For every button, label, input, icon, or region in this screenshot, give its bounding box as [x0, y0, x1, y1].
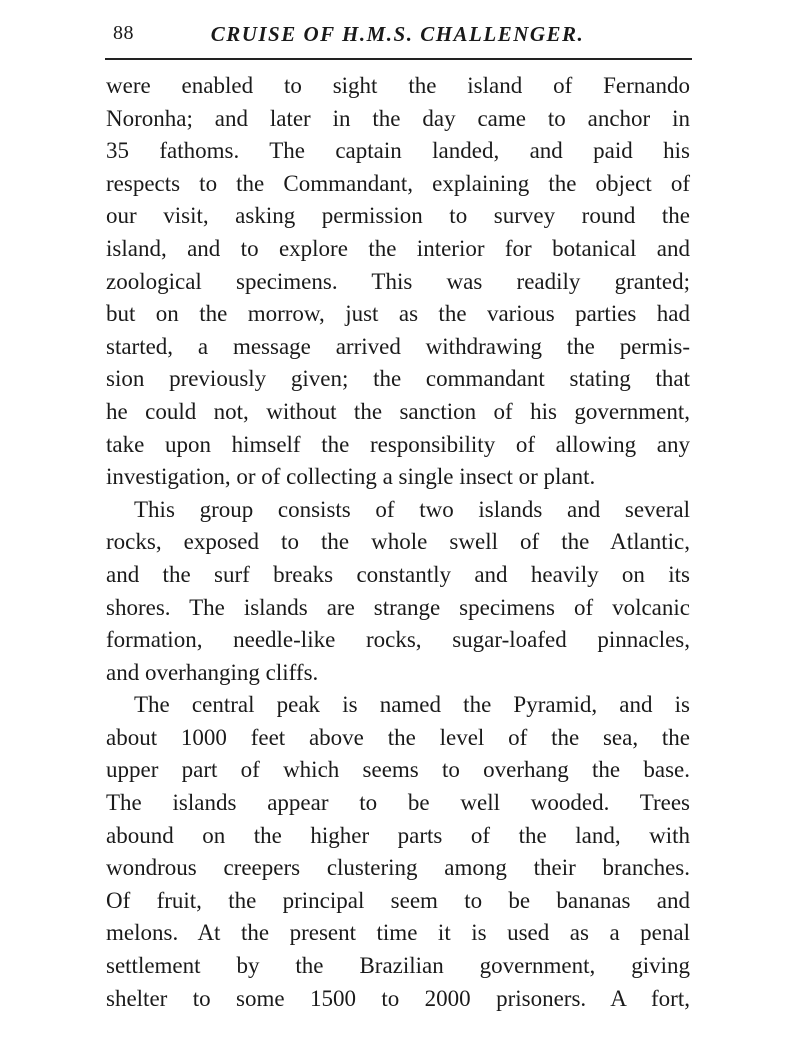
- paragraph-1: [106, 70, 690, 494]
- text-line: abound on the higher parts of the land, with: [106, 822, 690, 848]
- text-line: shelter to some 1500 to 2000 prisoners. A fort,: [106, 985, 690, 1011]
- text-line: were enabled to sight the island of Fernando: [106, 73, 690, 98]
- text-line: The central peak is named the Pyramid, and is: [134, 692, 690, 718]
- text-line: he could not, without the sanction of his government,: [106, 398, 690, 424]
- text-line: rocks, exposed to the whole swell of the Atlantic,: [106, 529, 690, 555]
- running-title: CRUISE OF H.M.S. CHALLENGER.: [210, 22, 585, 46]
- text-line: Noronha; and later in the day came to anchor in: [106, 105, 690, 131]
- text-line: and the surf breaks constantly and heavily on its: [106, 561, 690, 587]
- text-line: take upon himself the responsibility of allowing any: [106, 431, 690, 457]
- text-line: sion previously given; the commandant stating that: [106, 366, 690, 392]
- header-rule: [105, 58, 692, 60]
- paragraph-3: [106, 689, 690, 1015]
- running-head: [105, 18, 690, 58]
- text-line: The islands appear to be well wooded. Trees: [106, 790, 690, 816]
- text-line: and overhanging cliffs.: [106, 659, 319, 685]
- text-line: upper part of which seems to overhang the base.: [106, 757, 690, 783]
- text-line: melons. At the present time it is used as a penal: [106, 920, 690, 946]
- paragraph-2: [106, 494, 690, 690]
- text-line: but on the morrow, just as the various parties had: [106, 301, 690, 327]
- text-line: investigation, or of collecting a single insect or plant.: [106, 464, 596, 490]
- text-line: started, a message arrived withdrawing the permis-: [106, 333, 690, 359]
- text-line: 35 fathoms. The captain landed, and paid his: [106, 138, 690, 164]
- text-line: settlement by the Brazilian government, giving: [106, 953, 690, 979]
- text-line: our visit, asking permission to survey round the: [106, 203, 690, 229]
- text-line: about 1000 feet above the level of the sea, the: [106, 724, 690, 750]
- page-number: 88: [113, 22, 134, 44]
- text-line: wondrous creepers clustering among their branches.: [106, 855, 690, 881]
- body-text: [106, 70, 690, 1015]
- text-line: shores. The islands are strange specimens of volcanic: [106, 594, 690, 620]
- text-line: respects to the Commandant, explaining the object of: [106, 170, 690, 196]
- text-line: island, and to explore the interior for botanical and: [106, 235, 690, 261]
- text-line: Of fruit, the principal seem to be bananas and: [106, 887, 690, 913]
- text-line: formation, needle-like rocks, sugar-loafed pinnacles,: [106, 627, 690, 653]
- text-line: zoological specimens. This was readily granted;: [106, 268, 690, 294]
- text-line: This group consists of two islands and several: [134, 496, 690, 522]
